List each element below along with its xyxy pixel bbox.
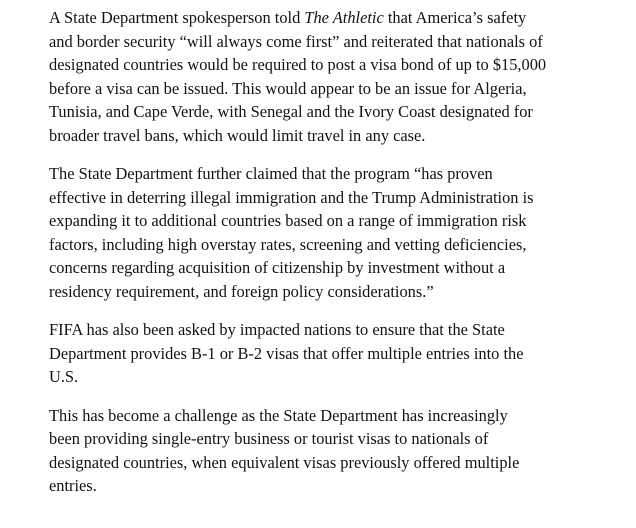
text-line: U.S.: [49, 367, 79, 386]
text-line: Tunisia, and Cape Verde, with Senegal and the Ivory Coast designated for: [49, 102, 533, 121]
text-line: expanding it to additional countries based on a range of immigration risk: [49, 211, 527, 230]
text-line: designated countries, when equivalent visas previously offered multiple: [49, 452, 520, 472]
paragraph-fifa-request: [49, 318, 636, 389]
text-line: broader travel bans, which would limit travel in any case.: [49, 125, 426, 145]
text-line: designated countries would be required to post a visa bond of up to $15,000: [49, 55, 547, 74]
text-line: A State Department spokesperson told The Athletic that America’s safety: [49, 8, 527, 27]
publication-name: The Athletic: [304, 8, 384, 27]
text-line: concerns regarding acquisition of citizenship by investment without a: [49, 258, 506, 277]
text-line: before a visa can be issued. This would appear to be an issue for Algeria,: [49, 78, 527, 98]
text-line: been providing single-entry business or tourist visas to nationals of: [49, 429, 489, 448]
text-line: entries.: [49, 476, 97, 495]
paragraph-program-claim: [49, 162, 636, 303]
paragraph-visa-challenge: [49, 404, 636, 498]
text-line: This has become a challenge as the State Department has increasingly: [49, 405, 508, 425]
text-line: The State Department further claimed that the program “has proven: [49, 164, 493, 183]
text-line: factors, including high overstay rates, screening and vetting deficiencies,: [49, 234, 527, 254]
paragraph-state-department-statement: [49, 6, 636, 147]
text-line: and border security “will always come first” and reiterated that nationals of: [49, 31, 543, 51]
text-line: effective in deterring illegal immigration and the Trump Administration is: [49, 187, 534, 207]
text-line: FIFA has also been asked by impacted nations to ensure that the State: [49, 320, 505, 339]
text-line: residency requirement, and foreign policy considerations.”: [49, 281, 434, 301]
text-line: Department provides B-1 or B-2 visas that offer multiple entries into the: [49, 343, 524, 363]
